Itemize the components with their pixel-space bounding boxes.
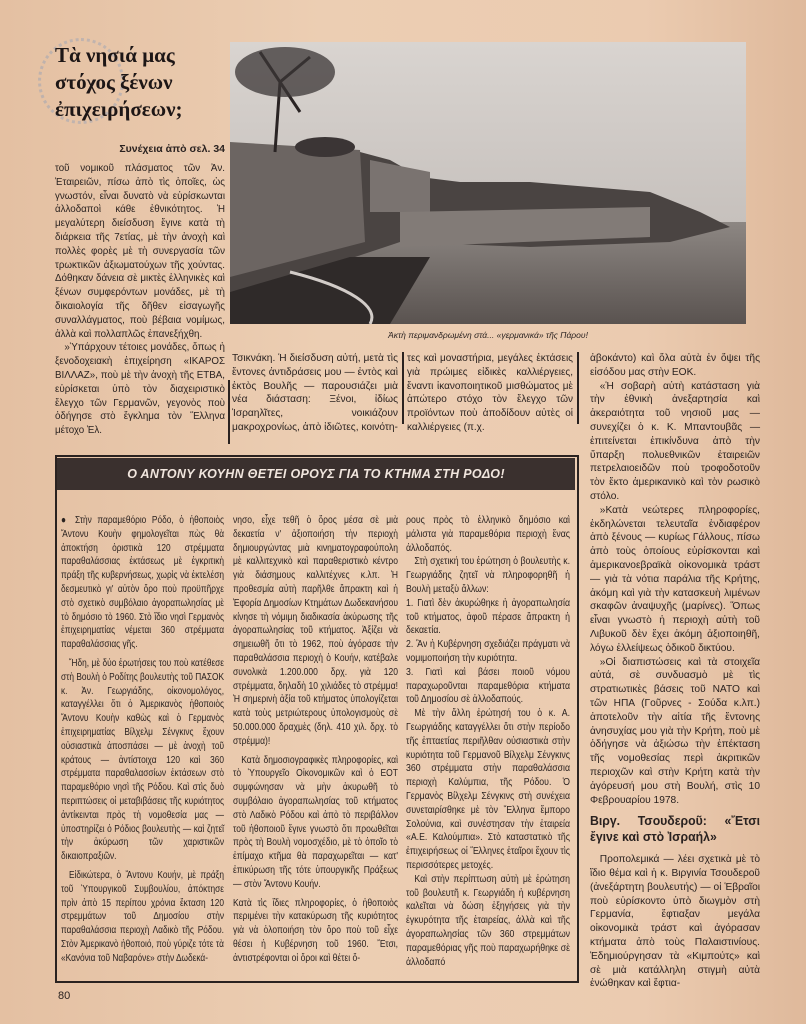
paragraph: »Κατὰ νεώτερες πληροφορίες, ἐκδηλώνεται τελευταῖα ἐνδιαφέρον ἀπὸ ξένους — κυρίως Γάλλους, πίσω ἀπὸ τοὺς ὁποίους εὑρίσκονται καὶ ἀμερικανοεβραϊκὰ οἰκονομικὰ τράστ — γιὰ τὰ νότια παράλια τῆς Κρήτης, ἀκόμη καὶ γιὰ τὴν κατασκευὴ λιμένων σκαφῶν ἀναψυχῆς (μαρίνες). Ὅπως εἶναι γνωστὸ ἡ περιοχὴ αὐτὴ τοῦ Λιβυκοῦ δὲν ἔχει ἀκόμη ἀξιοποιηθῆ, λόγω ἐλλείψεως ὁδικοῦ δικτύου. bbox=[590, 504, 760, 654]
article-column-3 bbox=[407, 352, 573, 435]
article-column-2 bbox=[232, 352, 398, 435]
paragraph: νησο, εἶχε τεθῆ ὁ ὅρος μέσα σὲ μιὰ δεκαετία ν' ἀξιοποιήση τὴν περιοχὴ δημιουργώντας μιὰ κινηματογραφούπολη μὲ καλλιτεχνικὸ καὶ παραθεριστικὸ κέντρο γιὰ διάσημους καλλιτέχνες κ.λπ. Ἡ προθεσμία αὐτὴ παρῆλθε ἄπρακτη καὶ ἡ Ἐφορία Δημοσίων Κτημάτων Δωδεκανήσου κίνησε τὴ νόμιμη διαδικασία ἀκύρωσης τῆς ἀγοραπωλησίας τοῦ κτήματος. Ἀξίζει νὰ σημειωθῆ ὅτι τὸ 1962, ποὺ ἀγόρασε τὴν παραθαλάσσια περιοχὴ ὁ Κουήν, κατέβαλε συνολικὰ 1.200.000 δρχ. γιὰ 120 στρέμματα, δηλαδὴ 10 χιλιάδες τὸ στρέμμα! Ἡ σημερινὴ ἀξία τοῦ κτήματος ὑπολογίζεται κατὰ τοὺς μετριώτερους ὑπολογισμοὺς σὲ 50.000.000 δραχμὲς (δηλ. 410 χιλ. δρχ. τὸ στρέμμα)! bbox=[233, 515, 398, 747]
paragraph: ἀβοκάντο) καὶ ὅλα αὐτὰ ἐν ὄψει τῆς εἰσόδου μας στὴν ΕΟΚ. bbox=[590, 353, 760, 378]
column-rule bbox=[402, 352, 404, 424]
column-rule bbox=[577, 352, 579, 424]
paragraph: Στὴ σχετική του ἐρώτηση ὁ βουλευτὴς κ. Γεωργιάδης ζητεῖ νὰ πληροφορηθῆ ἡ Βουλὴ μεταξὺ ἄλλων: bbox=[406, 556, 570, 595]
subheading: Βιργ. Τσουδεροῦ: «Ἔτσι ἔγινε καὶ στὸ Ἰσραήλ» bbox=[590, 814, 760, 845]
paragraph: ρους πρὸς τὸ ἑλληνικὸ δημόσιο καὶ μάλιστα γιὰ παραμεθόρια περιοχὴ ἕνας ἀλλοδαπός. bbox=[406, 515, 570, 554]
list-item: 3. Γιατὶ καὶ βάσει ποιοῦ νόμου παραχωροῦνται παραμεθόρια κτήματα τοῦ Δημοσίου σὲ ἀλλοδαπούς. bbox=[406, 666, 570, 706]
paragraph: «Ἡ σοβαρὴ αὐτὴ κατάσταση γιὰ τὴν ἐθνικὴ ἀνεξαρτησία καὶ ἀκεραιότητα τοῦ νησιοῦ μας — συνεχίζει ὁ κ. Κ. Μπαντουβᾶς — ἐπιτείνεται ἐπικίνδυνα ἀπὸ τὴν ὕπαρξη πολυεθνικῶν ἑταιρειῶν πετρελαιοειδῶν ποὺ τροφοδοτοῦν τὸν ἕκτο ἀμερικανικὸ καὶ τὸν ρωσικὸ στόλο. bbox=[590, 380, 760, 502]
list-item: 1. Γιατὶ δὲν ἀκυρώθηκε ἡ ἀγοραπωλησία τοῦ κτήματος, ἀφοῦ πέρασε ἄπρακτη ἡ δεκαετία. bbox=[406, 597, 570, 637]
box-column-3 bbox=[406, 514, 570, 969]
column-rule bbox=[228, 380, 230, 444]
paragraph: Τσικνάκη. Ἡ διείσδυση αὐτή, μετὰ τὶς ἔντονες ἀντιδράσεις μου — ἐντὸς καὶ ἐκτὸς Βουλῆς — παρουσιάζει μιὰ νέα διάσταση: Ξένοι, ἰδίως Ἰσραηλῖτες, νοικιάζουν μακροχρονίως, ἀπὸ ἰδιῶτες, κοινότη- bbox=[232, 353, 398, 433]
coast-photo bbox=[230, 42, 746, 324]
continued-from-note: Συνέχεια ἀπὸ σελ. 34 bbox=[119, 143, 225, 155]
paragraph: Μὲ τὴν ἄλλη ἐρώτησή του ὁ κ. Α. Γεωργιάδης καταγγέλλει ὅτι στὴν περίοδο τῆς ἑπταετίας περιῆλθαν οὐσιαστικὰ στὴν κυριότητα τοῦ Γερμανοῦ Βίλχελμ Σένγκινς 360 στρέμματα στὴν παραθαλάσσια περιοχὴ Καλύμπια, τῆς Ρόδου. Ὁ Γερμανὸς Βίλχελμ Σένγκινς στὴ συνέχεια συνεταιρίσθηκε μὲ τὸν Ἕλληνα ἔμπορο Σολούνια, καὶ συνέστησαν τὴν ἑταιρεία «Α.Ε. Καλούμπια». Στὸ καταστατικὸ τῆς ἐπιχειρήσεως οἱ Ἕλληνες ἑταῖροι ἔχουν τὶς περισσότερες μετοχές. bbox=[406, 708, 570, 871]
box-column-2 bbox=[233, 514, 398, 966]
paragraph: Καὶ στὴν περίπτωση αὐτὴ μὲ ἐρώτηση τοῦ βουλευτῆ κ. Γεωργιάδη ἡ κυβέρνηση καλεῖται νὰ δώση ἐξηγήσεις γιὰ τὴν ἐγκυρότητα τῆς ἑταιρείας, ἀλλὰ καὶ τῆς ἀγοραπωλησίας τῶν 360 στρεμμάτων παραμεθόριας γῆς ποὺ παραχωρήθηκε σὲ ἀλλοδαπό bbox=[406, 873, 570, 968]
paragraph: »Οἱ διαπιστώσεις καὶ τὰ στοιχεῖα αὐτά, σὲ συνδυασμὸ μὲ τὶς στρατιωτικὲς βάσεις τοῦ ΝΑΤΟ καὶ τῶν ΗΠΑ (Γοῦρνες - Σούδα κ.λπ.) ἀποτελοῦν τὴν αἰτία τῆς ἔντονης ἀνησυχίας μου γιὰ τὴν Κρήτη, ποὺ μὲ ὁδήγησε νὰ ἀξιώσω τὴν ἐπέκταση τῆς νομοθεσίας περὶ ἀκριτικῶν περιοχῶν καὶ στὴν Κρήτη κατὰ τὴν ἀγόρευσή μου στὴ Βουλή, στὶς 10 Φεβρουαρίου 1978. bbox=[590, 656, 760, 806]
article-column-1 bbox=[55, 162, 225, 438]
page-number: 80 bbox=[58, 990, 71, 1002]
sidebar-box-title: Ο ΑΝΤΟΝΥ ΚΟΥΗΝ ΘΕΤΕΙ ΟΡΟΥΣ ΓΙΑ ΤΟ ΚΤΗΜΑ ΣΤΗ ΡΟΔΟ! bbox=[57, 458, 575, 490]
paragraph: Ἤδη, μὲ δύο ἐρωτήσεις του ποὺ κατέθεσε στὴ Βουλὴ ὁ Ροδίτης βουλευτὴς τοῦ ΠΑΣΟΚ κ. Ἀν. Γεωργιάδης, οἰκονομολόγος, καταγγέλλει ὅτι ὁ Ἀμερικανὸς ἠθοποιὸς Ἄντονυ Κουὴν καθὼς καὶ ὁ Γερμανὸς ἐπιχειρηματίας Βίλχελμ Σένγκινς ἔχουν οὐσιαστικὰ ἀποσπάσει — μὲ ἀνοχὴ τοῦ κράτους — ἀντίστοιχα 120 καὶ 360 στρέμματα παραθαλασσίων ἐκτάσεων στὸ παραμεθόριο νησὶ τῆς Ρόδου. Καὶ στὶς δυὸ περιπτώσεις οἱ μεταβιβάσεις τῆς κυριότητος ἀντίκεινται πρὸς τὴ νομοθεσία μας — ὑποστηρίζει ὁ Ρόδιος βουλευτὴς — καὶ ζητεῖ τὴν ἀκύρωση τῶν χαριστικῶν δικαιοπραξιῶν. bbox=[61, 657, 224, 863]
paragraph: »Ὑπάρχουν τέτοιες μονάδες, ὅπως ἡ ξενοδοχειακὴ ἐπιχείρηση «ΙΚΑΡΟΣ ΒΙΛΛΑΖ», ποὺ μὲ τὴν ἀνοχὴ τῆς ΕΤΒΑ, εὑρίσκεται ὑπὸ τὸν διαχειριστικὸ ἔλεγχο τῶν Γερμανῶν, γεγονὸς ποὺ ὁδήγησε στὸ ἔγκλημα τὸν Ἕλληνα μέτοχο Ἐλ. bbox=[55, 342, 225, 437]
paragraph: Κατὰ τὶς ἴδιες πληροφορίες, ὁ ἠθοποιὸς περιμένει τὴν κατακύρωση τῆς κυριότητος γιὰ νὰ ὁλοποιήση τὸν ὅρο ποὺ τοῦ εἶχε θέσει ἡ Κυβέρνηση τοῦ 1960. Ἔτσι, ἀντιστρέφονται οἱ ὅροι καὶ θέτει ὅ- bbox=[233, 897, 398, 964]
paragraph: Κατὰ δημοσιογραφικὲς πληροφορίες, καὶ τὸ Ὑπουργεῖο Οἰκονομικῶν καὶ ὁ ΕΟΤ συμφώνησαν νὰ μὴν ἀκυρωθῆ τὸ συμβόλαιο ἀγοραπωλησίας τοῦ κτήματος στὸ Λαδικὸ Ρόδου καὶ ἀπὸ τὸ περιβάλλον τοῦ ἠθοποιοῦ ἔγινε γνωστὸ ὅτι προωθεῖται πρὸς τὴ Βουλὴ νομοσχέδιο, μὲ τὸ ὁποῖο τὸ ἐπίμαχο κτῆμα θὰ παραχωρεῖται — κατ' ἐπικύρωση τῆς τότε ὑπουργικῆς Πράξεως— στὸν Ἄντονυ Κουήν. bbox=[233, 754, 398, 890]
paragraph: Προπολεμικά — λέει σχετικὰ μὲ τὸ ἴδιο θέμα καὶ ἡ κ. Βιργινία Τσουδεροῦ (ἀνεξάρτητη βουλευτής) — οἱ Ἑβραῖοι ποὺ εὑρίσκοντο ὑπὸ διωγμὸν στὴ Γερμανία, ἔφτιαξαν μεγάλα οἰκονομικὰ τράστ καὶ ἀγόρασαν κτήματα ἀπὸ τοὺς Παλαιστινίους. Ἐδημιούργησαν τὰ «Κιμπούτς» καὶ σὲ μιὰ κατάλληλη στιγμὴ αὐτὰ ἑνώθηκαν καὶ ἔφτια- bbox=[590, 854, 760, 990]
box-column-1 bbox=[61, 514, 224, 966]
article-column-4 bbox=[590, 352, 760, 991]
article-headline: Τὰ νησιά μας στόχος ξένων ἐπιχειρήσεων; bbox=[55, 43, 183, 121]
paragraph: τοῦ νομικοῦ πλάσματος τῶν Ἀν. Ἐταιρειῶν, πίσω ἀπὸ τὶς ὁποῖες, ὡς γνωστόν, εἶναι δυνατὸ νὰ εὑρίσκωνται ἀλλοδαποὶ κάθε ἐθνικότητος. Ἡ μεγαλύτερη διείσδυση ἔγινε κατὰ τὴ διάρκεια τῆς 7ετίας, μὲ τὴν ἀνοχὴ καὶ πολλὲς φορὲς μὲ τὴ συνεργασία τῶν τρωκτικῶν ἀξιωματούχων τῆς χούντας. Δόθηκαν δάνεια σὲ μικτὲς ἑλληνικὲς καὶ ξένων συμφερόντων μονάδες, μὲ τὴ δικαιολογία τῆς δῆθεν εἰσαγωγῆς συναλλάγματος, ποὺ βέβαια νομίμως, ἀλλὰ καὶ πολλαπλῶς ἐπανεξήχθη. bbox=[55, 163, 225, 340]
photo-caption: Ἀκτὴ περιμανδρωμένη στά... «γερμανικά» τῆς Πάρου! bbox=[388, 330, 588, 340]
paragraph: τες καὶ μοναστήρια, μεγάλες ἐκτάσεις γιὰ πρώιμες εἰδικὲς καλλιέργειες, ἔναντι ἱκανοποιητικοῦ μισθώματος μὲ ἀπώτερο στόχο τὸν ἔλεγχο τῶν προϊόντων ποὺ ἀποδίδουν αὐτὲς οἱ καλλιέργειες (π.χ. bbox=[407, 353, 573, 433]
paragraph: ● Στὴν παραμεθόριο Ρόδο, ὁ ἠθοποιὸς Ἄντονυ Κουὴν φημολογεῖται πὼς θὰ ἀποκτήση ὁριστικὰ 120 στρέμματα παραθαλάσσιας ἐκτάσεως μὲ ἐγκριτικὴ πράξη τῆς κυβερνήσεως, χωρὶς νὰ ἐκτελέση δεσμευτικὸ γι' αὐτὸν ὅρο ποὺ προϋπῆρχε στὸ σχετικὸ συμβόλαιο ἀγοραπωλησίας μὲ τὸ δημόσιο τὸ 1960. Στὸ ἴδιο νησὶ Γερμανὸς ἐπιχειρηματίας νέμεται 360 στρέμματα παραθαλάσσιας γῆς. bbox=[61, 515, 224, 651]
paragraph: Εἰδικώτερα, ὁ Ἄντονυ Κουήν, μὲ πράξη τοῦ Ὑπουργικοῦ Συμβουλίου, ἀπόκτησε πρὶν ἀπὸ 15 περίπου χρόνια ἔκταση 120 στρεμμάτων τοῦ Δημοσίου στὴν παραθαλάσσια περιοχὴ Λαδικὸ τῆς Ρόδου. Στὸν Ἀμερικανὸ ἠθοποιό, ποὺ γύριζε τότε τὰ «Κανόνια τοῦ Ναβαρόνε» στὴν Δωδεκά- bbox=[61, 869, 224, 964]
list-item: 2. Ἂν ἡ Κυβέρνηση σχεδιάζει πράγματι νὰ νομιμοποιήση τὴν κυριότητα. bbox=[406, 639, 570, 664]
